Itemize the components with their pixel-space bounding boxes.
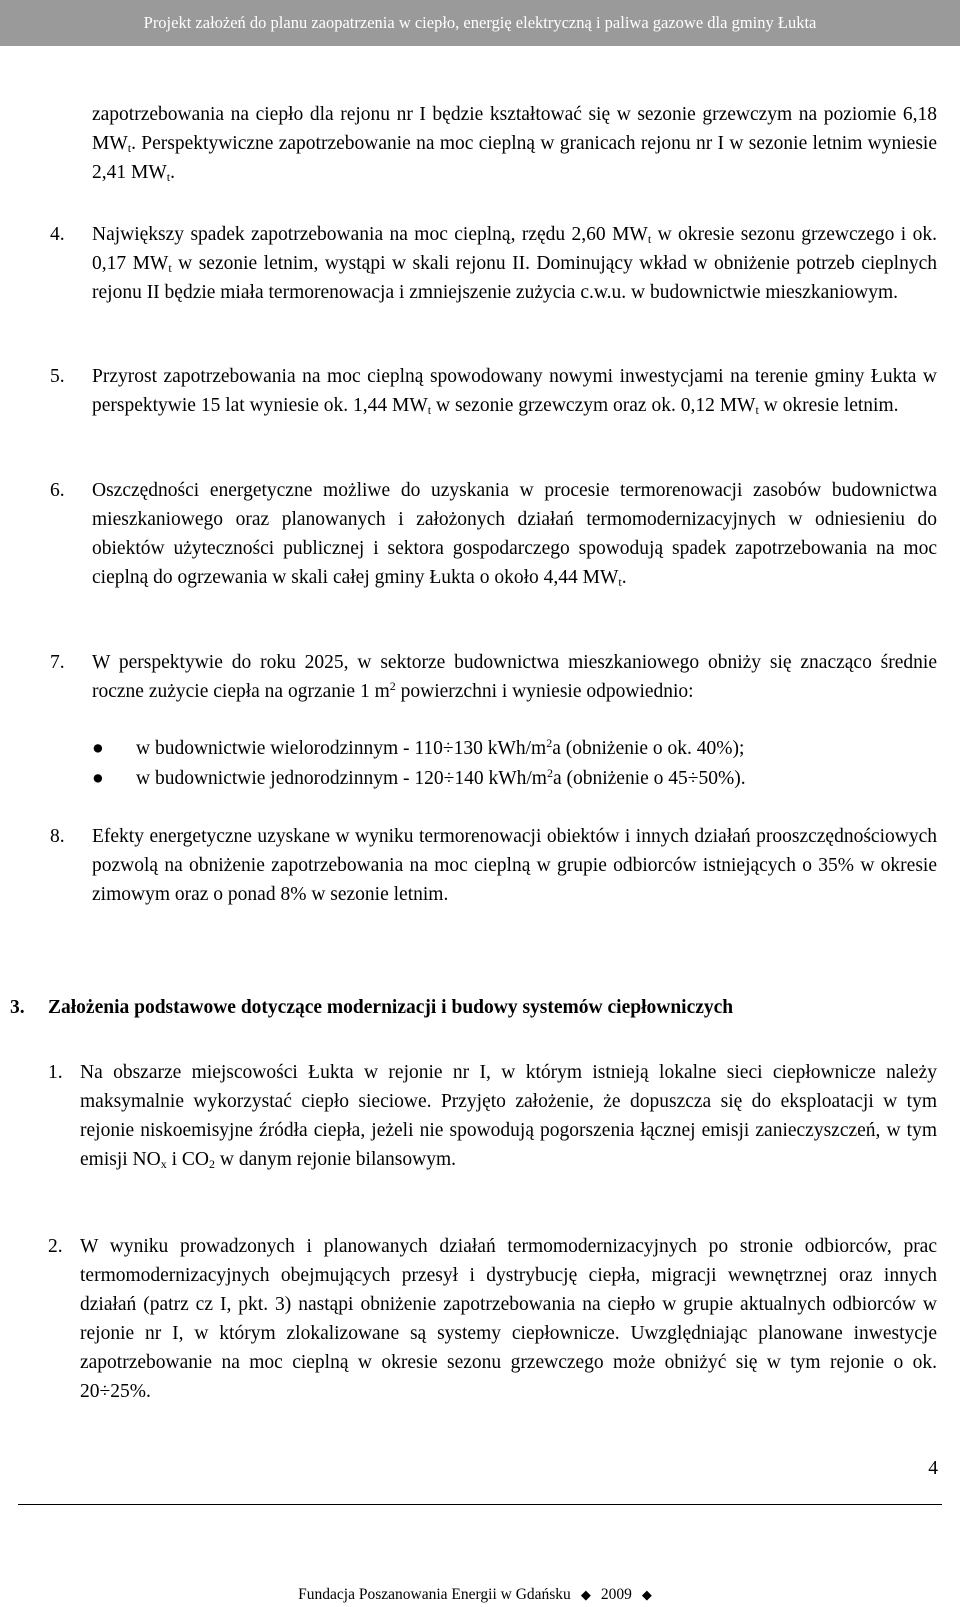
list-item: Przyrost zapotrzebowania na moc cieplną spowodowany nowymi inwestycjami na terenie gminy Łukta w perspektywie 15 lat wyniesie ok. 1,44 $MW_t$ w sezonie grzewczym oraz ok. 0,12 $MW_t$ w okresie letnim. [92,366,937,417]
footer-year: 2009 [600,1586,632,1603]
footer-divider [18,1504,942,1505]
section-number: 3. [10,997,25,1018]
list-item: Na obszarze miejscowości Łukta w rejonie nr I, w którym istnieją lokalne sieci ciepłownicze należy maksymalnie wykorzystać ciepło sieciowe. Przyjęto założenie, że dopuszcza się do eksploatacji w tym rejonie niskoemisyjne źródła ciepła, jeżeli nie spowodują pogorszenia łącznej emisji zanieczyszczeń, w tym emisji $NO_x$ i $CO_2$ w danym rejonie bilansowym. [80,1062,937,1171]
bullet-item: w budownictwie wielorodzinnym - 110÷130 kWh/$m^2a$ (obniżenie o ok. 40%); [136,736,745,759]
list-item: Największy spadek zapotrzebowania na moc cieplną, rzędu 2,60 $MW_t$ w okresie sezonu grzewczego i ok. 0,17 $MW_t$ w sezonie letnim, wystąpi w skali rejonu II. Dominujący wkład w obniżenie potrzeb cieplnych rejonu II będzie miała termorenowacja i zmniejszenie zużycia c.w.u. w budownictwie mieszkaniowym. [92,224,938,303]
page-number: 4 [928,1458,938,1479]
page-footer [0,1586,960,1604]
item-number: 7. [50,652,65,673]
item-number: 4. [50,224,65,245]
bullet-item: w budownictwie jednorodzinnym - 120÷140 kWh/$m^2a$ (obniżenie o 45÷50%). [136,766,746,789]
page-header: Projekt założeń do planu zaopatrzenia w ciepło, energię elektryczną i paliwa gazowe dla gminy Łukta [0,0,960,46]
list-item: Efekty energetyczne uzyskane w wyniku termorenowacji obiektów i innych działań prooszczędnościowych pozwolą na obniżenie zapotrzebowania na moc cieplną w grupie odbiorców istniejących o 35% w okresie zimowym oraz o ponad 8% w sezonie letnim. [92,826,937,905]
bullet-icon: ● [92,768,104,789]
list-item: W perspektywie do roku 2025, w sektorze budownictwa mieszkaniowego obniży się znacząco średnie roczne zużycie ciepła na ogrzanie 1 $m^2$ powierzchni i wyniesie odpowiednio: [92,652,937,702]
diamond-icon: ◆ [580,1587,591,1602]
list-item: Oszczędności energetyczne możliwe do uzyskania w procesie termorenowacji zasobów budownictwa mieszkaniowego oraz planowanych i założonych działań termomodernizacyjnych w odniesieniu do obiektów użyteczności publicznej i sektora gospodarczego spowodują spadek zapotrzebowania na moc cieplną do ogrzewania w skali całej gminy Łukta o około 4,44 $MW_t$. [92,480,937,589]
item-number: 8. [50,826,65,847]
item-number: 1. [48,1062,63,1083]
bullet-icon: ● [92,738,104,759]
item-number: 5. [50,366,65,387]
section-title: Założenia podstawowe dotyczące modernizacji i budowy systemów ciepłowniczych [48,997,734,1018]
item-number: 6. [50,480,65,501]
item-number: 2. [48,1236,63,1257]
list-item: W wyniku prowadzonych i planowanych działań termomodernizacyjnych po stronie odbiorców, prac termomodernizacyjnych obejmujących przesył i dystrybucję ciepła, migracji wewnętrznej oraz innych działań (patrz cz I, pkt. 3) nastąpi obniżenie zapotrzebowania na ciepło w grupie aktualnych odbiorców w rejonie nr I, w którym zlokalizowane są systemy ciepłownicze. Uwzględniając planowane inwestycje zapotrzebowanie na moc cieplną w okresie sezonu grzewczego może obniżyć się w tym rejonie o ok. 20÷25%. [80,1236,937,1402]
footer-organization: Fundacja Poszanowania Energii w Gdańsku [298,1586,571,1603]
diamond-icon: ◆ [641,1587,652,1602]
continuation-paragraph: zapotrzebowania na ciepło dla rejonu nr I będzie kształtować się w sezonie grzewczym na poziomie 6,18 $MW_t$. Perspektywiczne zapotrzebowanie na moc cieplną w granicach rejonu nr I w sezonie letnim wyniesie 2,41 $MW_t$. [92,104,937,184]
